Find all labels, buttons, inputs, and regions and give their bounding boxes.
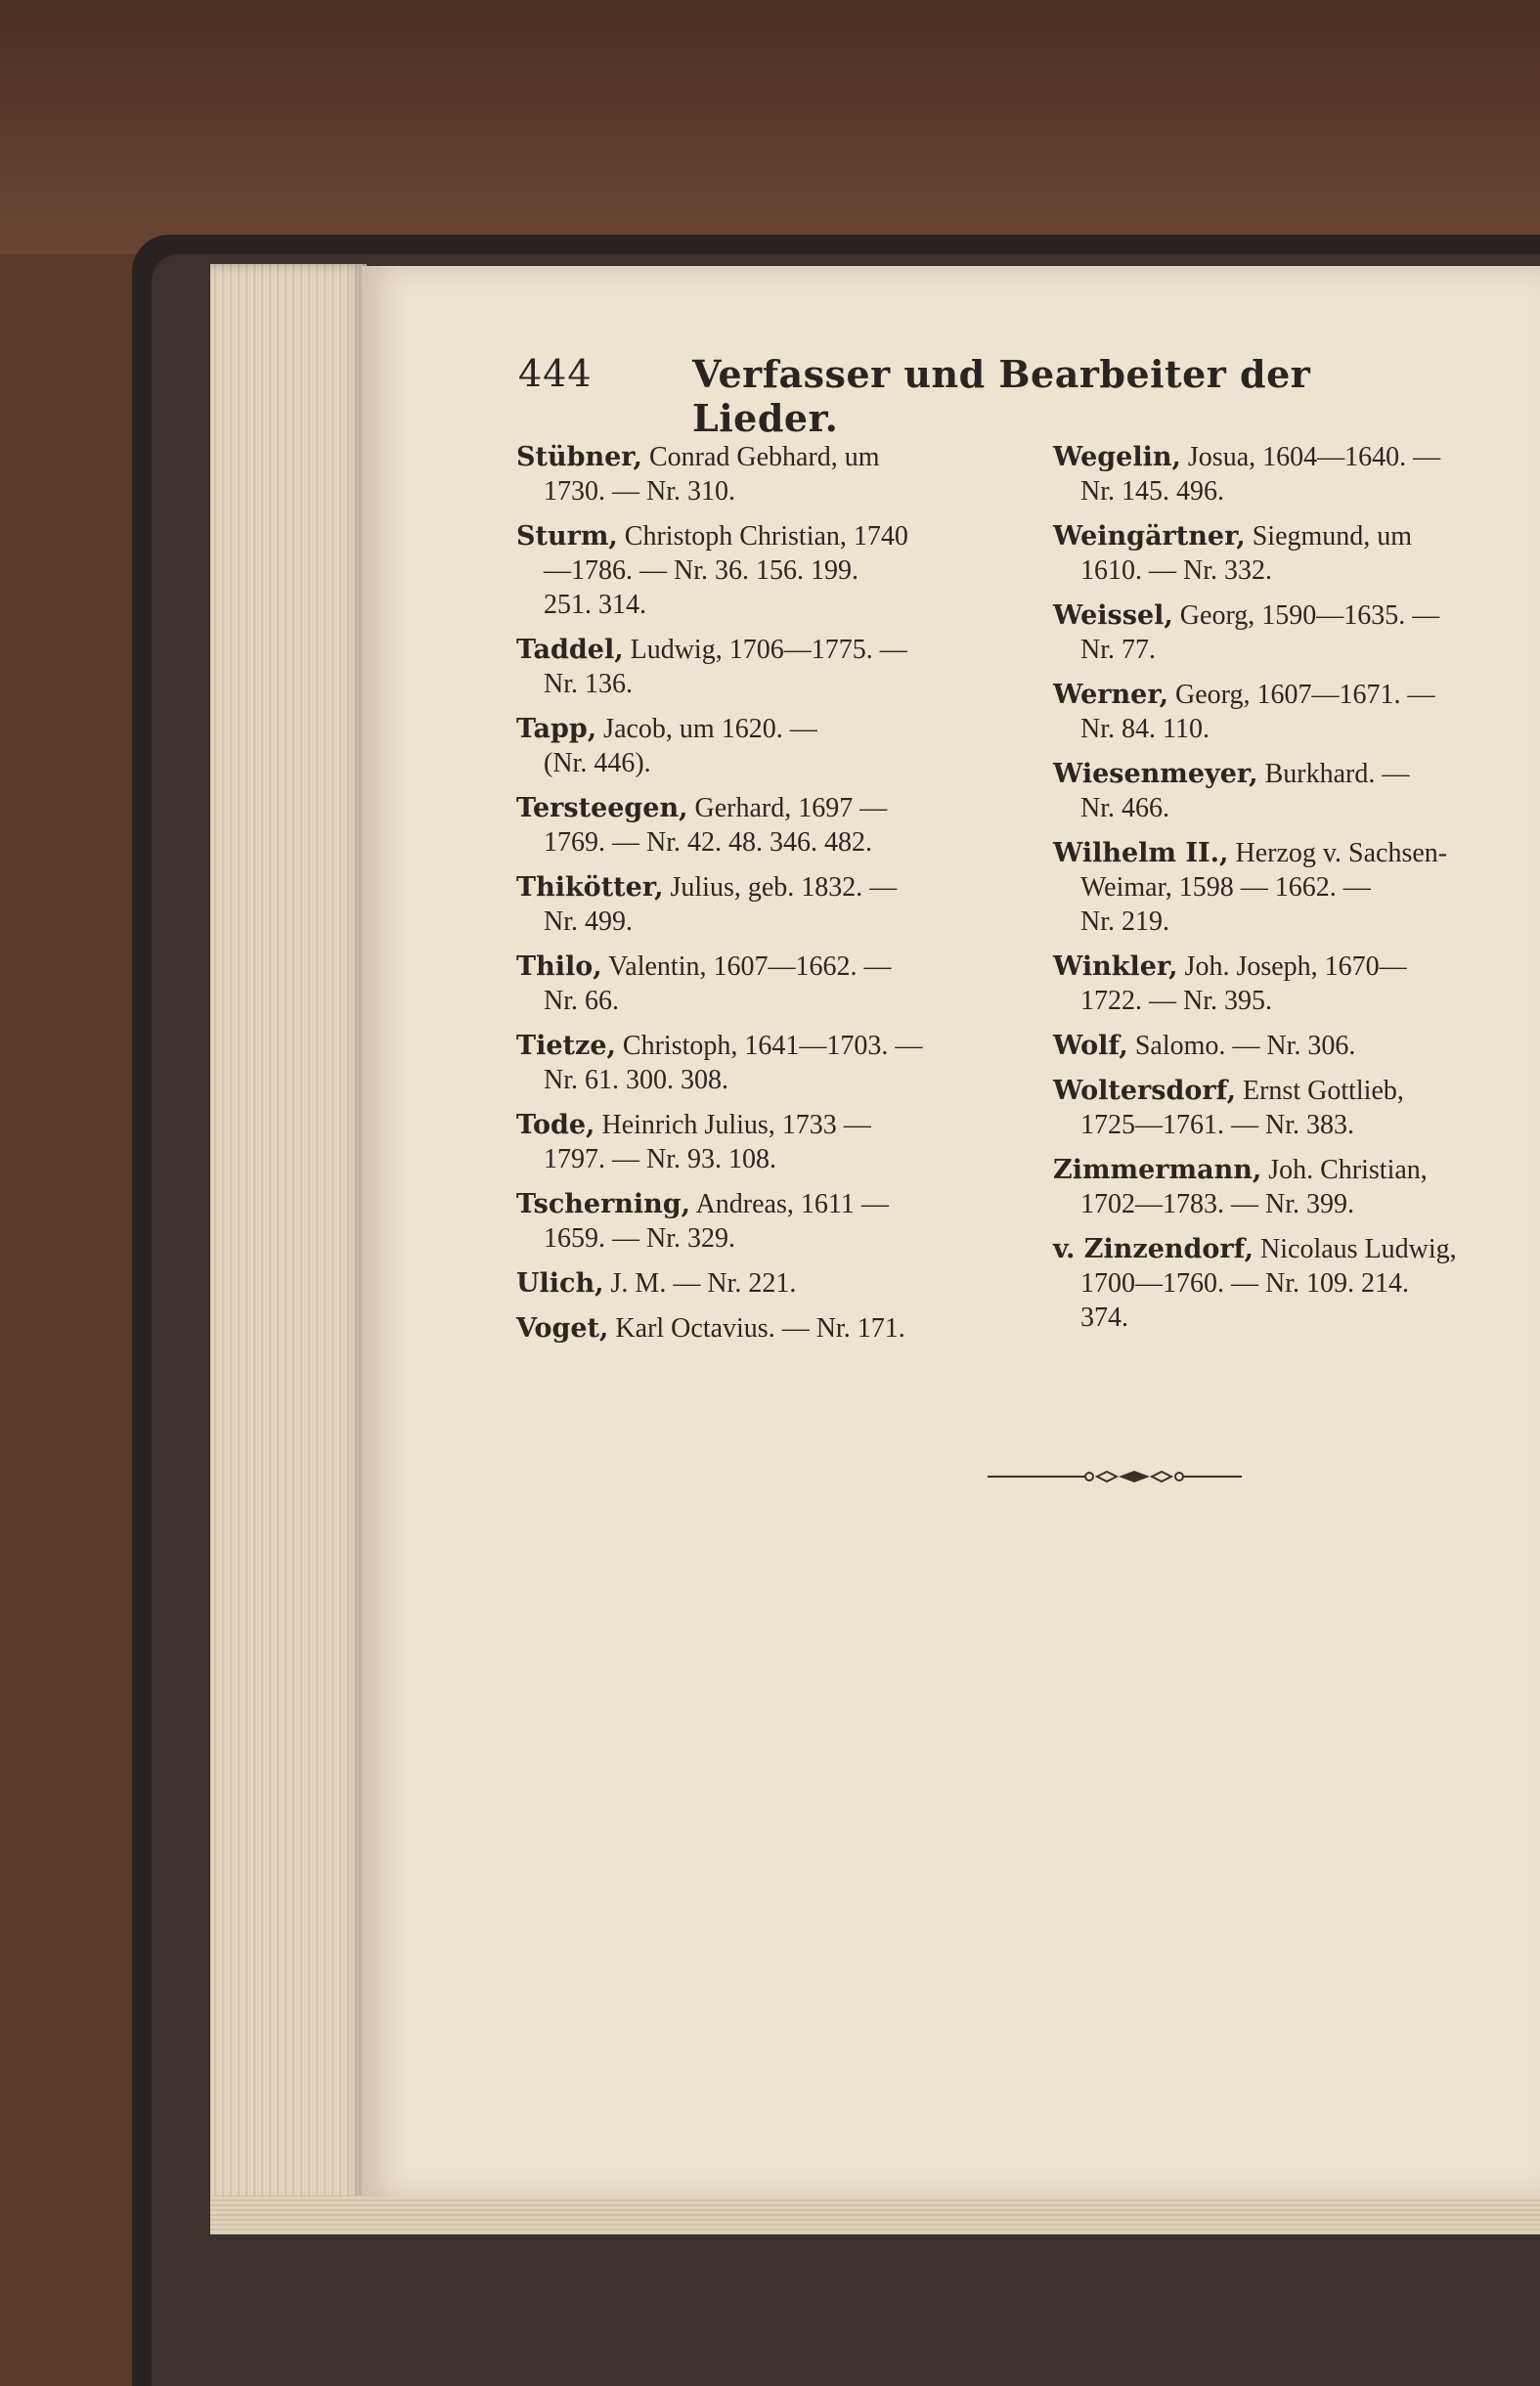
entry-details: Joh. Christian, — [1268, 1155, 1428, 1185]
entry-name: Ulich, — [516, 1268, 604, 1299]
page-edges — [210, 264, 367, 2210]
page-edges-bottom — [210, 2195, 1540, 2234]
list-item — [516, 633, 986, 701]
entry-details-cont: 1700—1760. — Nr. 109. 214. — [1080, 1268, 1409, 1299]
entry-details: Heinrich Julius, 1733 — — [601, 1110, 871, 1140]
entry-name: v. Zinzendorf, — [1053, 1234, 1254, 1264]
list-item — [1053, 440, 1503, 508]
entry-details: Gerhard, 1697 — — [694, 793, 888, 823]
list-item — [516, 1108, 986, 1176]
list-item — [516, 1311, 986, 1346]
entry-details-cont: 1797. — Nr. 93. 108. — [544, 1144, 776, 1174]
list-item — [1053, 757, 1503, 825]
entry-details-cont: (Nr. 446). — [544, 748, 651, 778]
list-item — [516, 870, 986, 939]
entry-details: Georg, 1590—1635. — — [1179, 600, 1440, 631]
entry-name: Tode, — [516, 1110, 595, 1140]
entry-name: Wiesenmeyer, — [1053, 759, 1258, 789]
entry-name: Tersteegen, — [516, 793, 688, 823]
list-item — [1053, 1232, 1503, 1335]
entry-name: Stübner, — [516, 442, 642, 472]
entry-name: Tapp, — [516, 714, 597, 744]
entry-details-cont: Nr. 136. — [544, 669, 633, 699]
entry-details: Valentin, 1607—1662. — — [608, 951, 892, 982]
entry-name: Wolf, — [1053, 1031, 1128, 1061]
list-item — [1053, 1074, 1503, 1142]
entry-details: Burkhard. — — [1264, 759, 1410, 789]
list-item — [516, 440, 986, 508]
right-column — [1053, 440, 1503, 1346]
entry-details-cont: 1722. — Nr. 395. — [1080, 986, 1272, 1016]
entry-details-cont: 1610. — Nr. 332. — [1080, 555, 1272, 586]
entry-name: Voget, — [516, 1313, 609, 1344]
entry-details-cont: Nr. 145. 496. — [1080, 476, 1224, 507]
entry-name: Tscherning, — [516, 1189, 691, 1219]
entry-name: Winkler, — [1053, 951, 1178, 982]
list-item — [1053, 519, 1503, 588]
list-item — [516, 1187, 986, 1256]
page-number: 444 — [518, 352, 593, 395]
entry-details-cont: 1769. — Nr. 42. 48. 346. 482. — [544, 827, 872, 858]
entry-name: Wegelin, — [1053, 442, 1181, 472]
entry-details-cont: Nr. 84. 110. — [1080, 714, 1210, 744]
entry-details-cont: 251. 314. — [544, 590, 646, 620]
entry-details-cont: 374. — [1080, 1303, 1128, 1333]
list-item — [516, 950, 986, 1018]
entry-name: Weingärtner, — [1053, 521, 1246, 552]
list-item — [516, 519, 986, 622]
entry-details: Ernst Gottlieb, — [1243, 1076, 1404, 1106]
entry-details: Nicolaus Ludwig, — [1260, 1234, 1457, 1264]
end-ornament — [988, 1467, 1242, 1486]
entry-details: Andreas, 1611 — — [695, 1189, 889, 1219]
entry-details: Joh. Joseph, 1670— — [1184, 951, 1407, 982]
list-item — [516, 791, 986, 860]
entry-name: Tietze, — [516, 1031, 616, 1061]
entry-details: Jacob, um 1620. — — [603, 714, 817, 744]
list-item — [1053, 950, 1503, 1018]
entry-details: Julius, geb. 1832. — — [670, 872, 898, 903]
entry-details: J. M. — Nr. 221. — [610, 1268, 797, 1299]
entry-name: Woltersdorf, — [1053, 1076, 1236, 1106]
entry-details-cont: —1786. — Nr. 36. 156. 199. — [544, 555, 858, 586]
list-item — [1053, 1029, 1503, 1063]
entry-details-cont: Nr. 77. — [1080, 635, 1156, 665]
entry-details-cont: Nr. 219. — [1080, 906, 1169, 937]
entry-name: Zimmermann, — [1053, 1155, 1262, 1185]
page-header — [518, 352, 1340, 440]
entry-name: Thikötter, — [516, 872, 664, 903]
entry-details: Salomo. — Nr. 306. — [1134, 1031, 1356, 1061]
running-title: Verfasser und Bearbeiter der Lieder. — [692, 352, 1311, 440]
entry-details-cont: 1702—1783. — Nr. 399. — [1080, 1189, 1354, 1219]
entry-details-cont: Nr. 466. — [1080, 793, 1169, 823]
entry-details-cont: Nr. 66. — [544, 986, 619, 1016]
background-top — [0, 0, 1540, 254]
entry-details: Christoph, 1641—1703. — — [622, 1031, 923, 1061]
entry-details-cont: Nr. 499. — [544, 906, 633, 937]
entry-name: Thilo, — [516, 951, 602, 982]
entry-name: Sturm, — [516, 521, 618, 552]
list-item — [1053, 836, 1503, 939]
entry-details: Christoph Christian, 1740 — [624, 521, 908, 552]
entry-details: Karl Octavius. — Nr. 171. — [615, 1313, 905, 1344]
list-item — [516, 1029, 986, 1097]
entry-details: Josua, 1604—1640. — — [1187, 442, 1441, 472]
list-item — [1053, 678, 1503, 746]
entry-name: Taddel, — [516, 635, 624, 665]
list-item — [516, 712, 986, 780]
entry-details: Conrad Gebhard, um — [648, 442, 880, 472]
entry-details: Georg, 1607—1671. — — [1175, 680, 1435, 710]
entry-name: Wilhelm II., — [1053, 838, 1229, 868]
entry-details: Siegmund, um — [1252, 521, 1413, 552]
list-item — [1053, 598, 1503, 667]
list-item — [1053, 1153, 1503, 1221]
entry-details-cont: 1659. — Nr. 329. — [544, 1223, 735, 1254]
entry-details-cont: Weimar, 1598 — 1662. — — [1080, 872, 1371, 903]
entry-details-cont: 1725—1761. — Nr. 383. — [1080, 1110, 1354, 1140]
entry-details-cont: Nr. 61. 300. 308. — [544, 1065, 728, 1095]
entry-details: Herzog v. Sachsen- — [1235, 838, 1448, 868]
entry-details-cont: 1730. — Nr. 310. — [544, 476, 735, 507]
entry-name: Werner, — [1053, 680, 1168, 710]
left-column — [516, 440, 986, 1356]
entry-name: Weissel, — [1053, 600, 1173, 631]
list-item — [516, 1266, 986, 1301]
entry-details: Ludwig, 1706—1775. — — [630, 635, 907, 665]
